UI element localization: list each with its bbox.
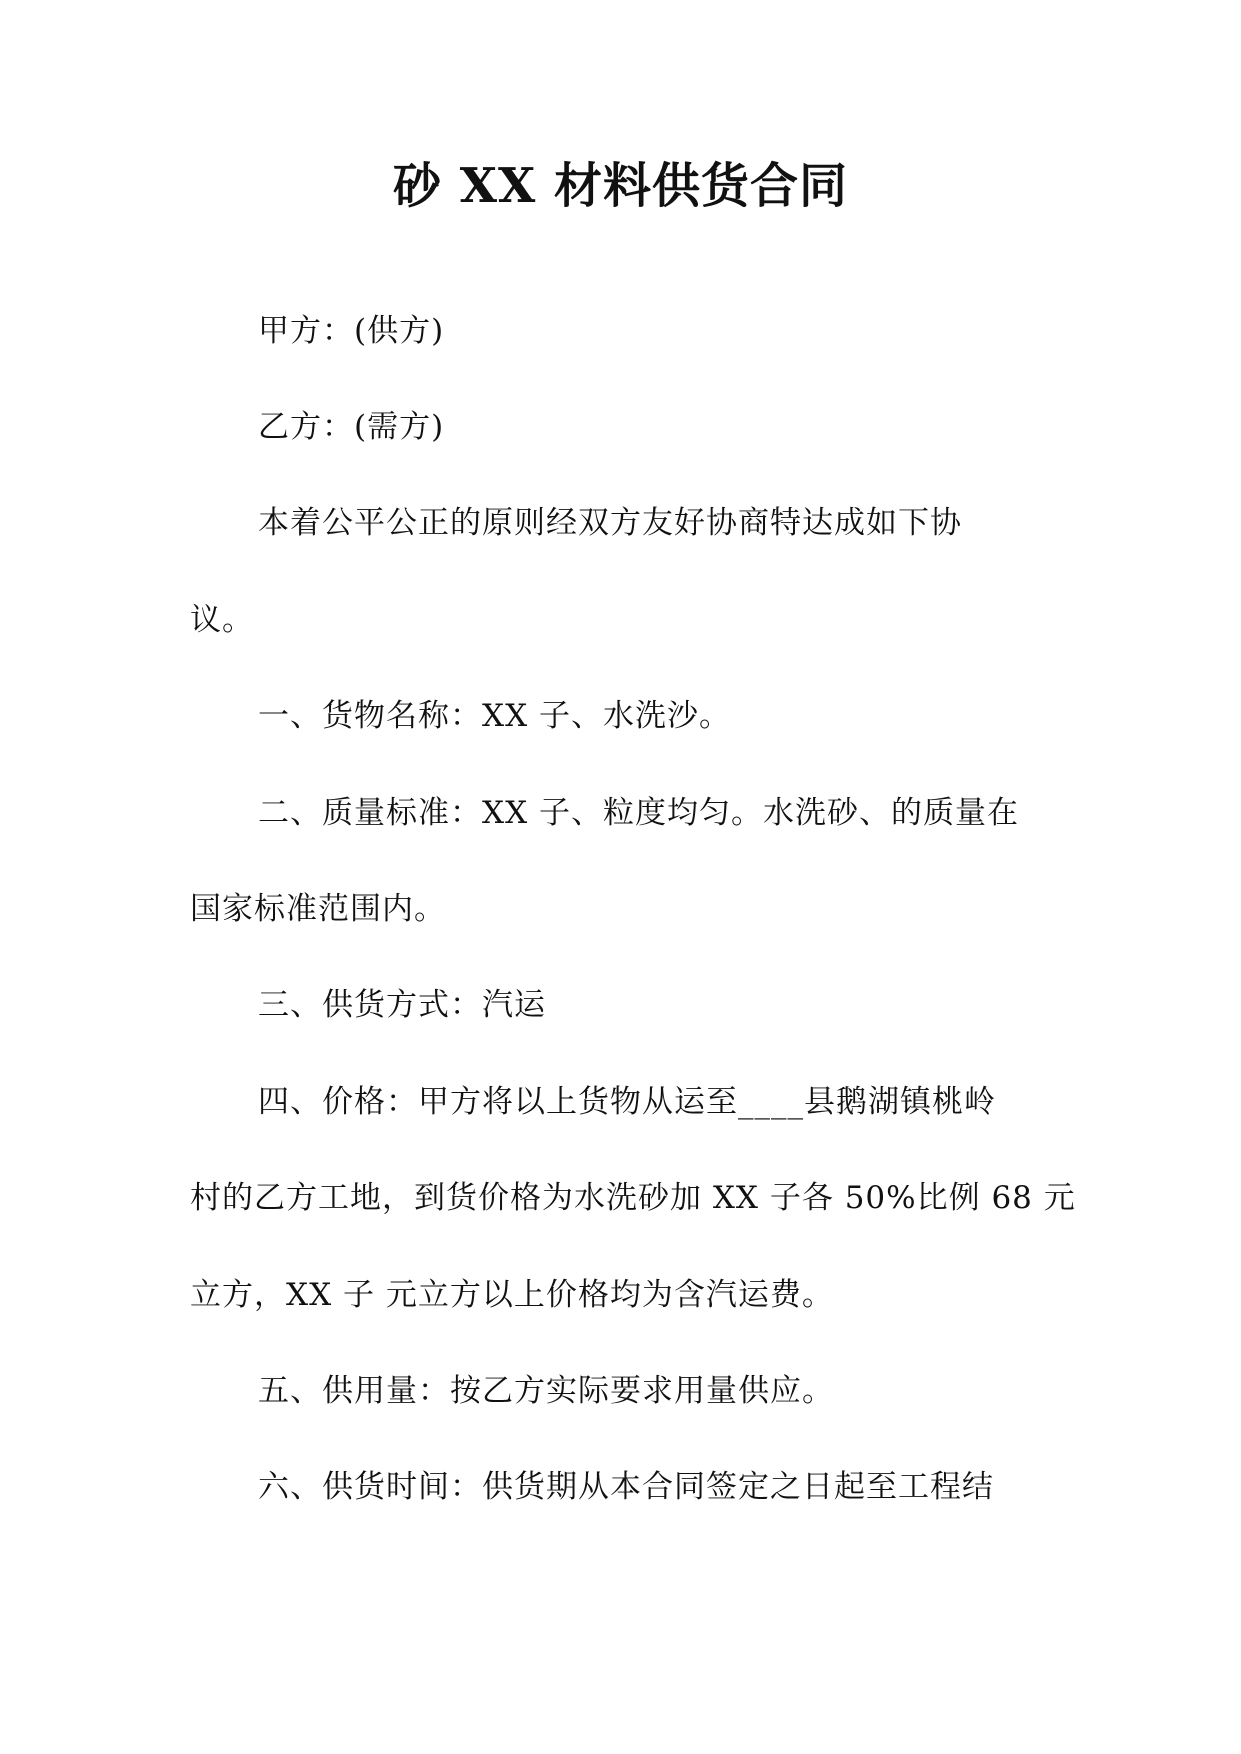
clause-6-line-1: 六、供货时间：供货期从本合同签定之日起至工程结 xyxy=(258,1469,994,1505)
clause-2-line-1: 二、质量标准：XX 子、粒度均匀。水洗砂、的质量在 xyxy=(258,795,1019,831)
clause-5-line-1: 五、供用量：按乙方实际要求用量供应。 xyxy=(258,1373,834,1409)
party-b-line: 乙方：(需方) xyxy=(258,409,445,445)
clause-1-line-1: 一、货物名称：XX 子、水洗沙。 xyxy=(258,698,731,734)
party-a-line: 甲方：(供方) xyxy=(258,313,445,349)
clause-3-line-1: 三、供货方式：汽运 xyxy=(258,987,546,1023)
clause-2-line-2: 国家标准范围内。 xyxy=(190,891,446,927)
clause-4-line-3: 立方，XX 子 元立方以上价格均为含汽运费。 xyxy=(190,1277,834,1313)
clause-4-line-2: 村的乙方工地，到货价格为水洗砂加 XX 子各 50%比例 68 元 xyxy=(190,1180,1076,1216)
preamble-line-2: 议。 xyxy=(190,602,254,638)
preamble-line-1: 本着公平公正的原则经双方友好协商特达成如下协 xyxy=(258,505,962,541)
clause-4-line-1: 四、价格：甲方将以上货物从运至____县鹅湖镇桃岭 xyxy=(258,1084,996,1120)
document-title: 砂 XX 材料供货合同 xyxy=(393,158,848,214)
